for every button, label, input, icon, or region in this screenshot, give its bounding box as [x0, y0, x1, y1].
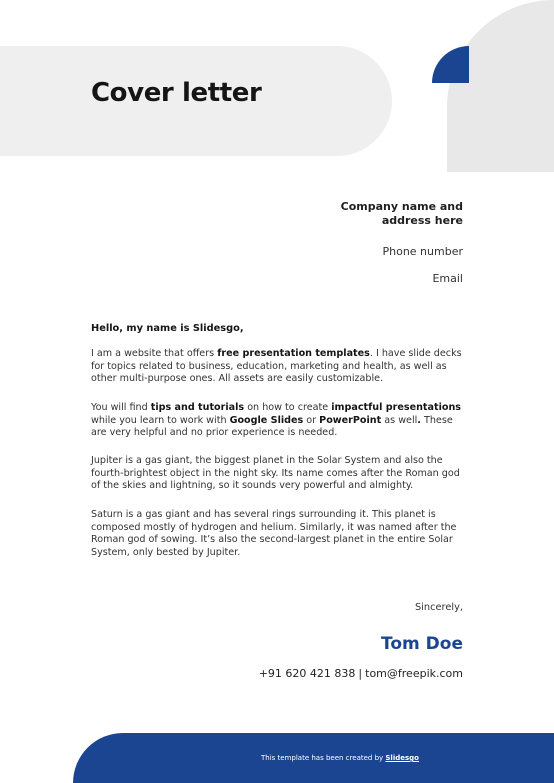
- bold-span: Google Slides: [229, 414, 304, 426]
- footer-credit-text: This template has been created by: [261, 754, 386, 762]
- text-span: while you learn to work with: [91, 414, 230, 426]
- separator: |: [358, 667, 363, 680]
- text-span: as well: [381, 414, 418, 426]
- paragraph-2: [91, 402, 467, 440]
- paragraph-3: Jupiter is a gas giant, the biggest planet in the Solar System and also the fourth-brightest object in the night sky. Its name comes after the Roman god of the skies and lightning, so it sounds very powerful and almighty.: [91, 455, 460, 492]
- paragraph-1: [91, 348, 467, 386]
- signer-name: Tom Doe: [381, 634, 463, 654]
- text-span: . I have slide decks for topics related to business, education, marketing and health, as well as other multi-purpose ones. All assets are easily customizable.: [91, 348, 462, 385]
- text-span: I am a website that offers: [91, 348, 218, 359]
- slidesgo-link[interactable]: Slidesgo: [385, 754, 419, 762]
- signer-phone: +91 620 421 838: [258, 667, 356, 680]
- page-title: Cover letter: [91, 78, 262, 108]
- bold-span: tips and tutorials: [150, 402, 245, 413]
- text-span: These are very helpful and no prior experience is needed.: [91, 414, 453, 439]
- email-address: Email: [432, 272, 463, 285]
- corner-shape: [447, 0, 554, 172]
- signer-email[interactable]: tom@freepik.com: [365, 667, 463, 680]
- accent-leaf-shape: [432, 46, 469, 83]
- paragraph-4: Saturn is a gas giant and has several rings surrounding it. This planet is composed mostly of hydrogen and helium. Similarly, it was named after the Roman god of sowing. It’s also the second-largest planet in the entire Solar System, only bested by Jupiter.: [91, 509, 457, 558]
- signer-contact: [259, 667, 463, 680]
- company-line-1: Company name and: [340, 200, 463, 213]
- text-span: on how to create: [244, 402, 332, 413]
- phone-number: Phone number: [382, 245, 463, 258]
- bold-span: impactful presentations: [331, 402, 461, 413]
- footer-credit: [80, 754, 480, 762]
- text-span: You will find: [91, 402, 151, 413]
- greeting: Hello, my name is Slidesgo,: [91, 323, 244, 334]
- company-address: [323, 200, 463, 228]
- company-line-2: address here: [381, 214, 463, 227]
- bold-span: .: [417, 414, 421, 426]
- bold-span: PowerPoint: [319, 414, 382, 426]
- text-span: or: [303, 414, 320, 426]
- closing: Sincerely,: [414, 602, 463, 613]
- bold-span: free presentation templates: [217, 348, 370, 359]
